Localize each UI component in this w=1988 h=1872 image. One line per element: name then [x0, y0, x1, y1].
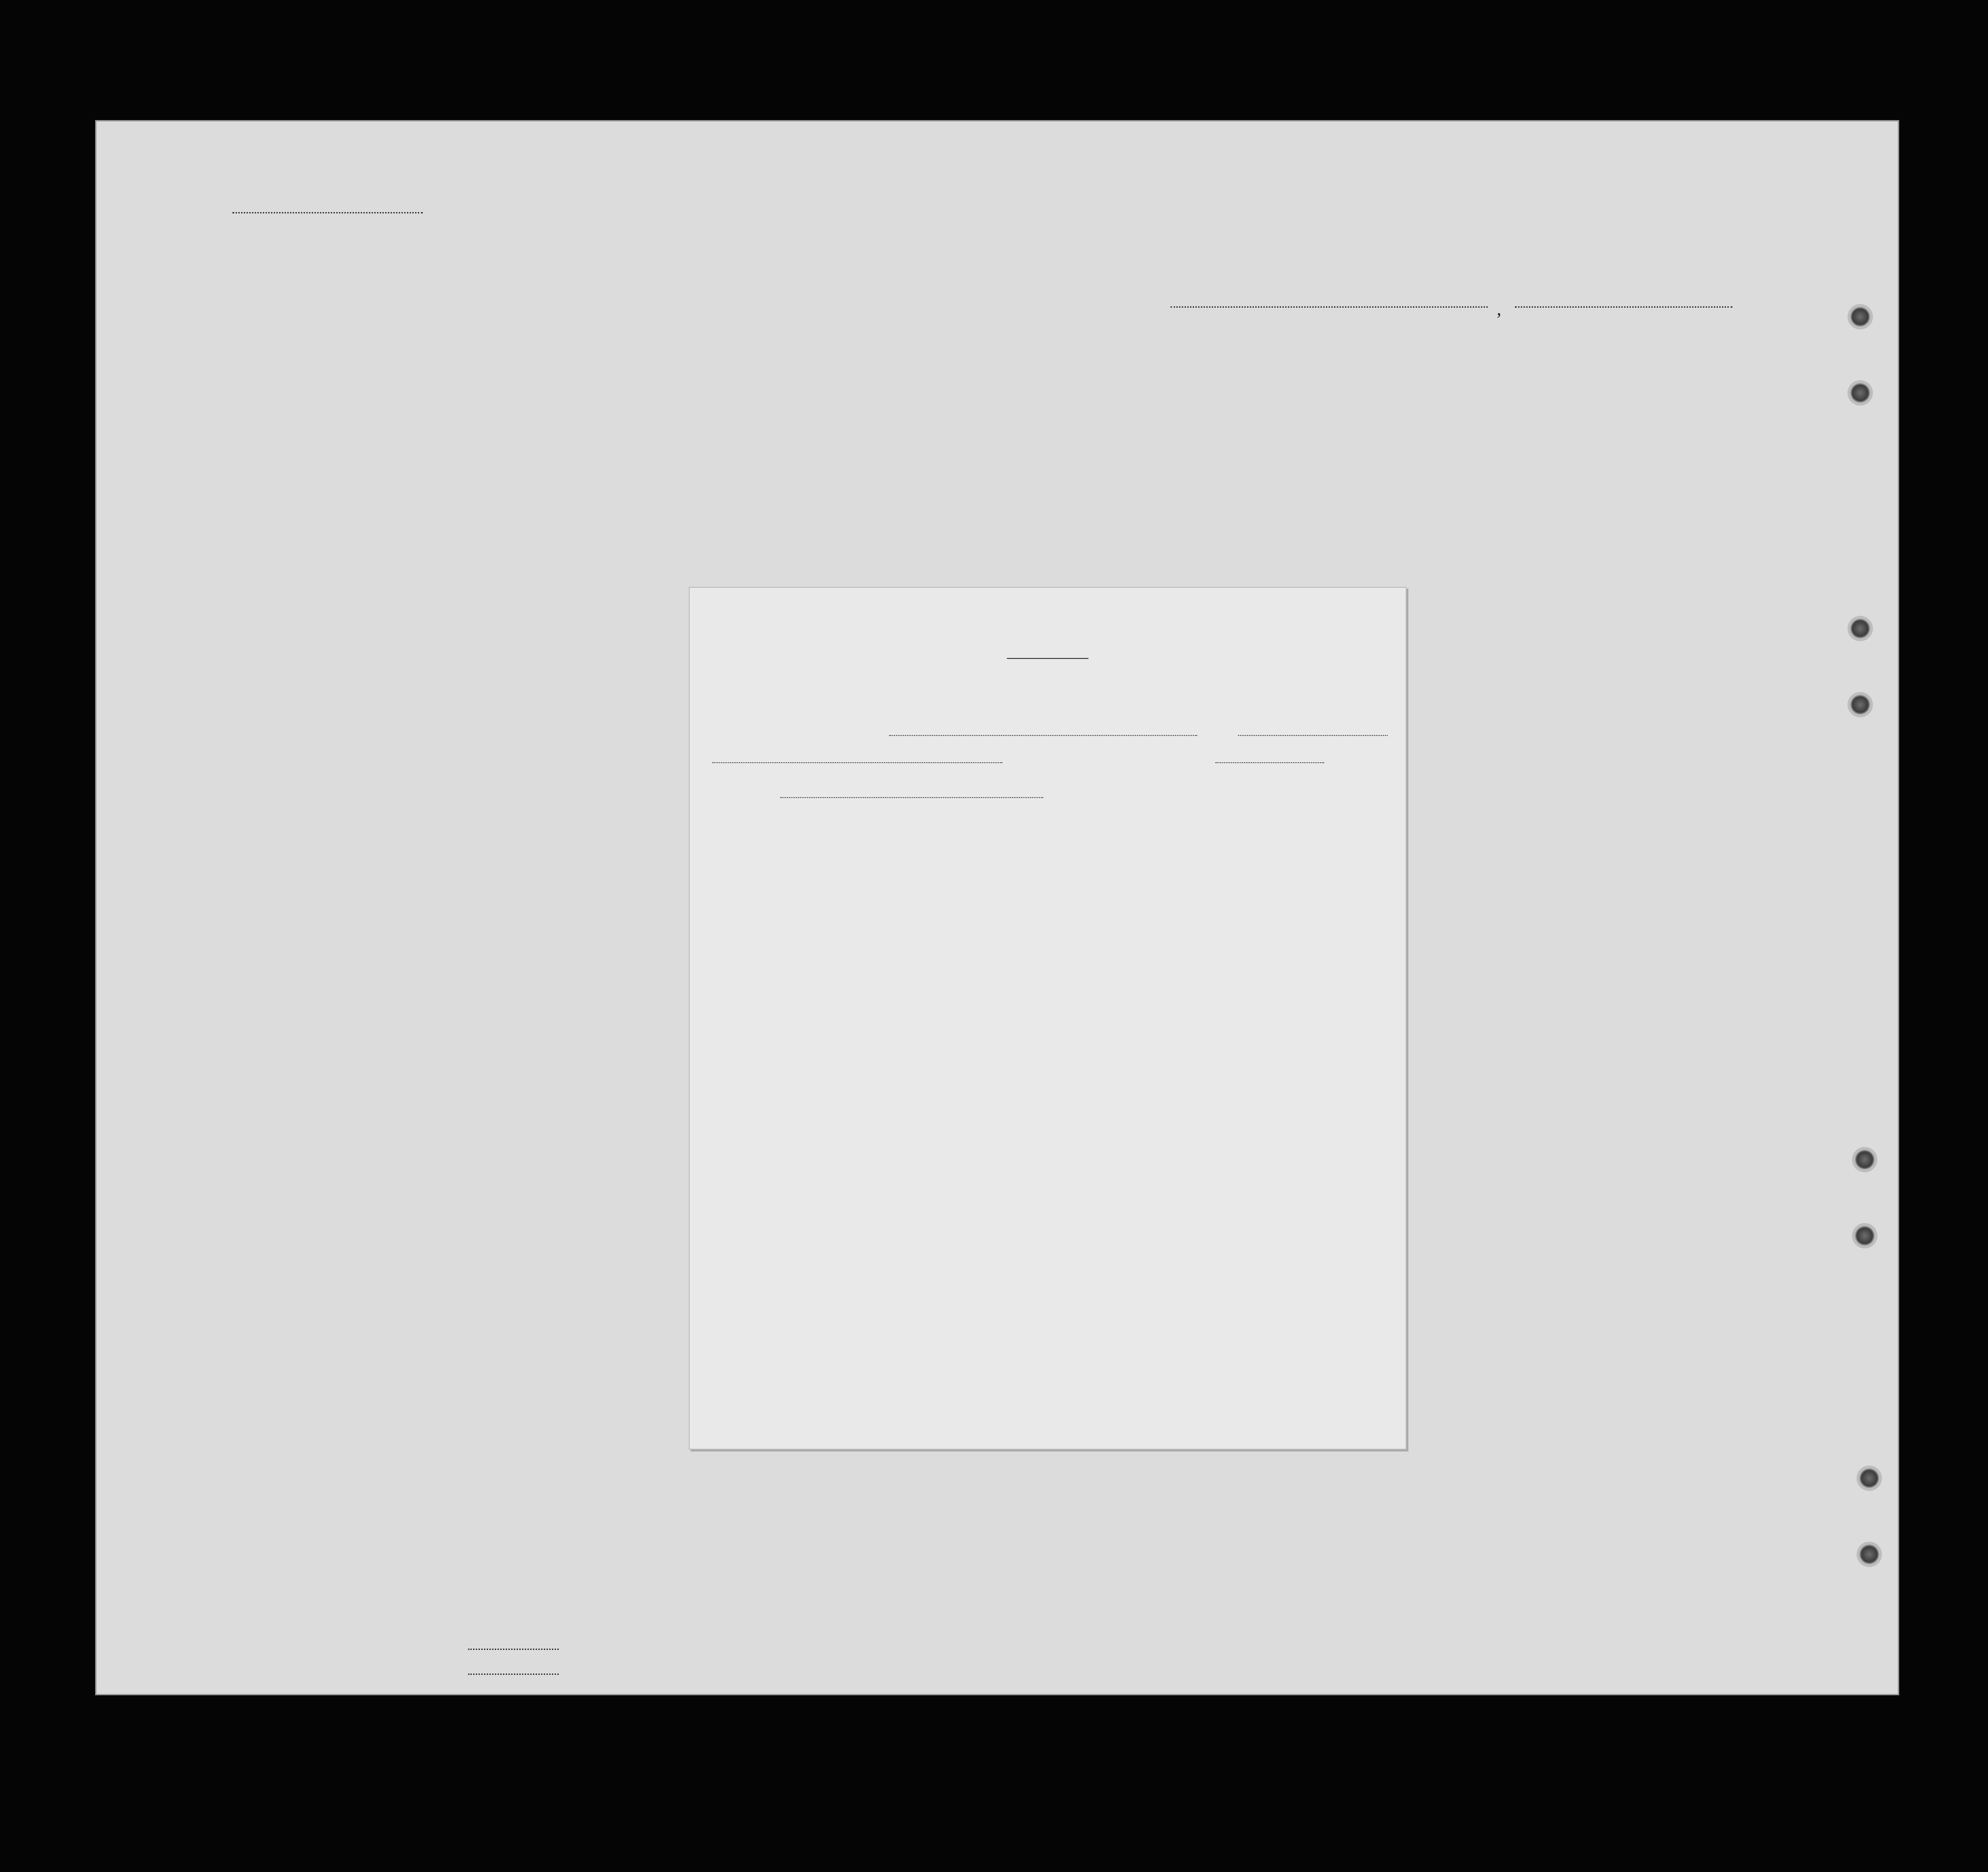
binder-hole — [1855, 1150, 1875, 1170]
comma-separator: , — [1497, 299, 1501, 319]
binder-hole — [1855, 1226, 1875, 1246]
binder-hole — [1850, 619, 1870, 639]
binder-hole — [1850, 383, 1870, 403]
master-list-table — [690, 588, 1406, 1449]
binder-hole — [1850, 695, 1870, 715]
binder-hole — [1850, 307, 1870, 327]
us-citizens-field[interactable] — [468, 1674, 559, 1675]
binder-hole — [1859, 1544, 1879, 1564]
binder-hole — [1859, 1468, 1879, 1488]
master-list-card — [689, 587, 1407, 1450]
total-passengers-field[interactable] — [468, 1649, 559, 1650]
